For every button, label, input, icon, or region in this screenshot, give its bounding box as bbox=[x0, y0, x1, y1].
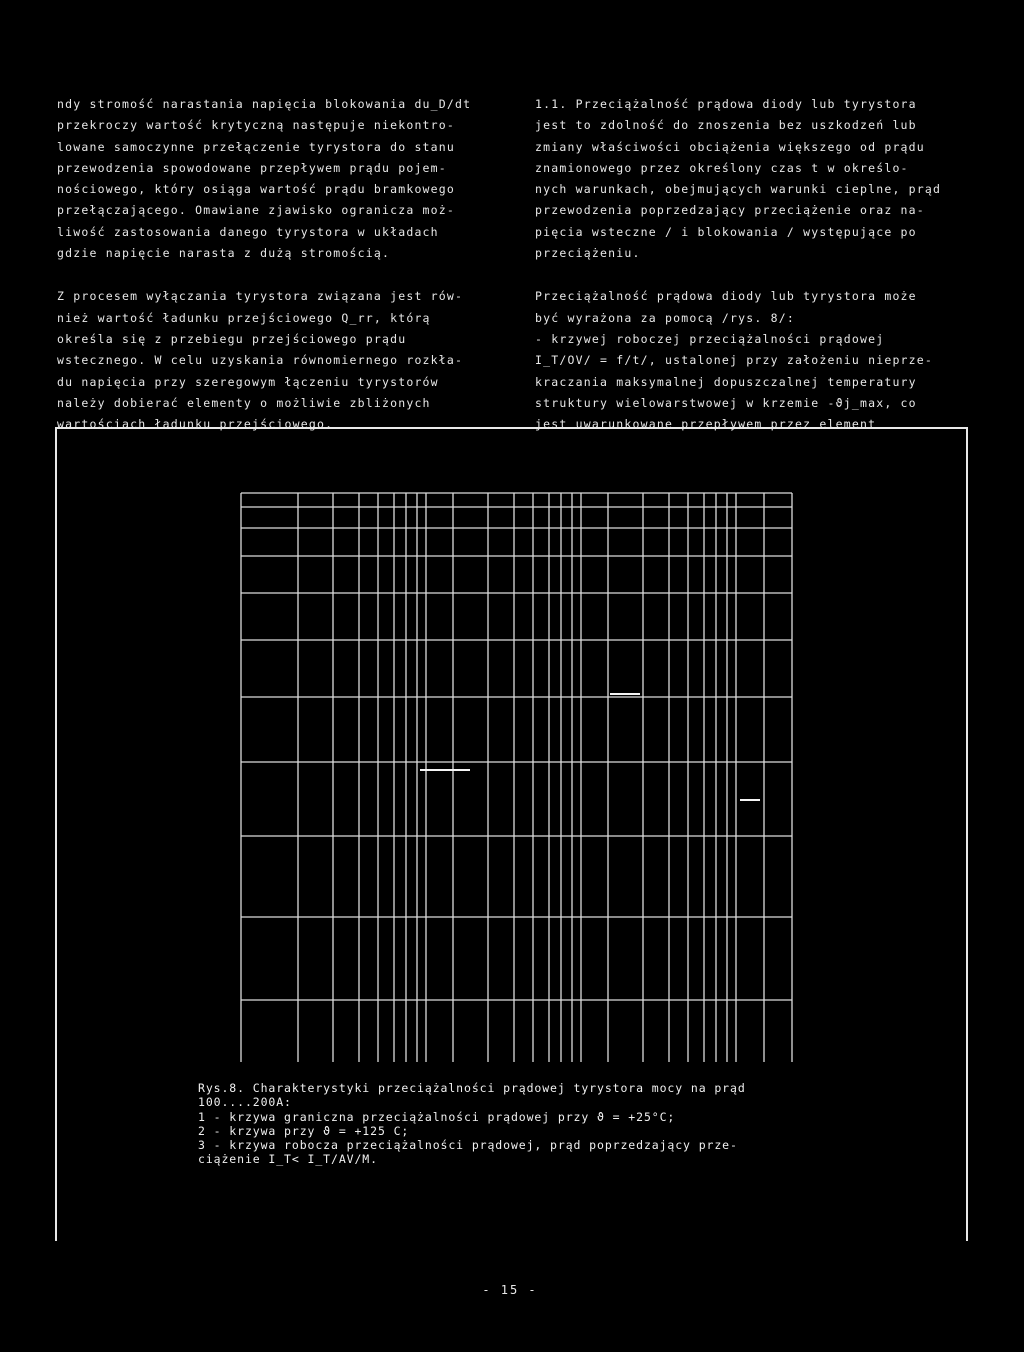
text-line: struktury wielowarstwowej w krzemie -ϑj_max, co bbox=[535, 395, 917, 410]
text-line: przełączającego. Omawiane zjawisko ogranicza moż- bbox=[57, 203, 456, 218]
text-line: jest to zdolność do znoszenia bez uszkodzeń lub bbox=[535, 118, 917, 133]
text-line: Przeciążalność prądowa diody lub tyrystora może bbox=[535, 289, 917, 304]
caption-line: 1 - krzywa graniczna przeciążalności prądowej przy ϑ = +25°C; bbox=[198, 1109, 676, 1124]
text-line: przeciążeniu. bbox=[535, 246, 641, 261]
text-line: kraczania maksymalnej dopuszczalnej temperatury bbox=[535, 374, 917, 389]
text-line: określa się z przebiegu przejściowego prądu bbox=[57, 331, 407, 346]
page-number: - 15 - bbox=[482, 1283, 538, 1297]
figure-caption bbox=[198, 1081, 798, 1167]
text-line: liwość zastosowania danego tyrystora w układach bbox=[57, 224, 439, 239]
text-line: lowane samoczynne przełączenie tyrystora do stanu bbox=[57, 139, 456, 154]
text-line: nościowego, który osiąga wartość prądu bramkowego bbox=[57, 182, 456, 197]
text-line: Z procesem wyłączania tyrystora związana jest rów- bbox=[57, 289, 464, 304]
text-line: wstecznego. W celu uzyskania równomiernego rozkła- bbox=[57, 353, 464, 368]
caption-line: ciążenie I_T< I_T/AV/M. bbox=[198, 1152, 378, 1167]
text-line: przewodzenia poprzedzający przeciążenie oraz na- bbox=[535, 203, 925, 218]
text-line: należy dobierać elementy o możliwie zbliżonych bbox=[57, 395, 431, 410]
caption-line: 3 - krzywa robocza przeciążalności prądowej, prąd poprzedzający prze- bbox=[198, 1138, 738, 1153]
text-line: jest uwarunkowane przepływem przez element bbox=[535, 417, 877, 432]
text-line: nież wartość ładunku przejściowego Q_rr, którą bbox=[57, 310, 431, 325]
text-line: nych warunkach, obejmujących warunki cieplne, prąd bbox=[535, 182, 942, 197]
text-line: być wyrażona za pomocą /rys. 8/: bbox=[535, 310, 795, 325]
text-line: I_T/OV/ = f/t/, ustalonej przy założeniu nieprze- bbox=[535, 353, 934, 368]
text-line: 1.1. Przeciążalność prądowa diody lub tyrystora bbox=[535, 97, 917, 111]
text-line: - krzywej roboczej przeciążalności prądowej bbox=[535, 331, 885, 346]
text-line: przekroczy wartość krytyczną następuje niekontro- bbox=[57, 118, 456, 133]
caption-line: 2 - krzywa przy ϑ = +125 C; bbox=[198, 1123, 410, 1138]
text-line: pięcia wsteczne / i blokowania / występujące po bbox=[535, 224, 917, 239]
caption-line: 100....200A: bbox=[198, 1095, 292, 1110]
text-line: wartościach ładunku przejściowego. bbox=[57, 417, 334, 432]
text-line: du napięcia przy szeregowym łączeniu tyrystorów bbox=[57, 374, 439, 389]
text-line: gdzie napięcie narasta z dużą stromością. bbox=[57, 246, 391, 261]
caption-line: Rys.8. Charakterystyki przeciążalności prądowej tyrystora mocy na prąd bbox=[198, 1081, 746, 1095]
text-line: przewodzenia spowodowane przepływem prądu pojem- bbox=[57, 160, 447, 175]
text-line: ndy stromość narastania napięcia blokowania du_D/dt bbox=[57, 97, 472, 111]
text-line: znamionowego przez określony czas t w określo- bbox=[535, 160, 909, 175]
text-line: zmiany właściwości obciążenia większego od prądu bbox=[535, 139, 925, 154]
